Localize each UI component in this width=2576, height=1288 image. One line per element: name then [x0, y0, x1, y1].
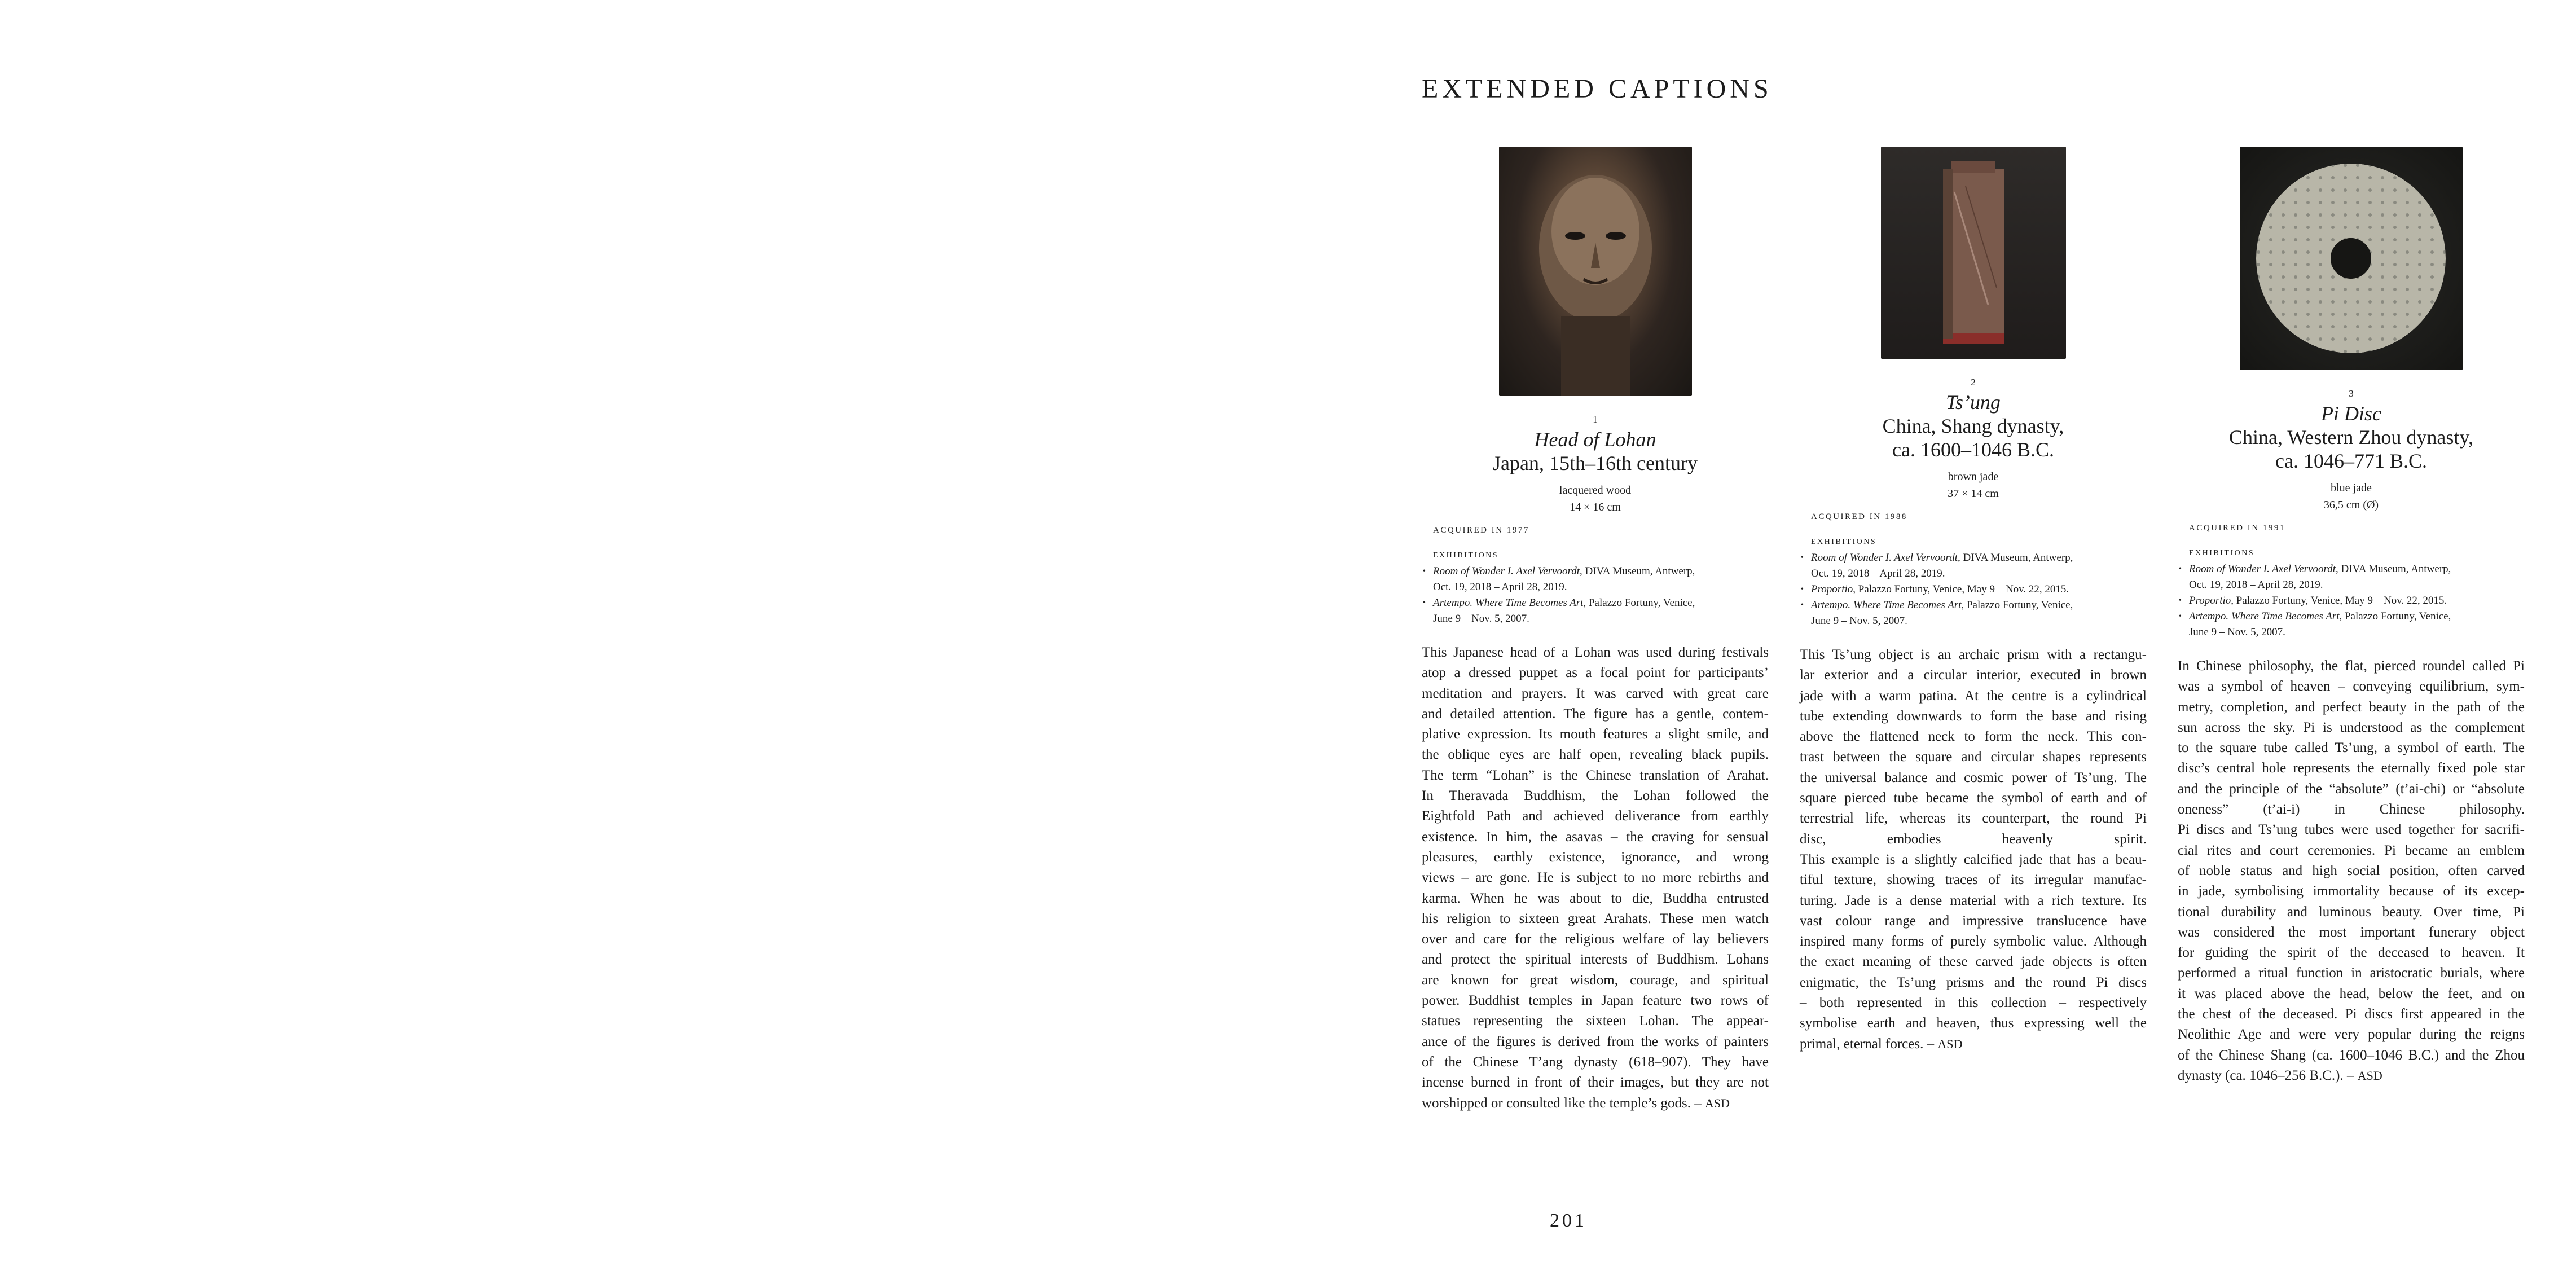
- body-line-text: incense burned in front of their images, but they are not: [1422, 1075, 1769, 1091]
- body-line: [2178, 697, 2525, 718]
- body-line: [1422, 724, 1769, 745]
- origin-line: China, Shang dynasty,: [1882, 415, 2064, 437]
- body-line-text: terrestrial life, whereas its counterpart, the round Pi: [1800, 811, 2147, 827]
- dimensions: 14 × 16 cm: [1570, 501, 1621, 513]
- body-line: [1422, 1011, 1769, 1031]
- body-line: [2178, 1004, 2525, 1025]
- exhibition-item: [1800, 550, 2147, 582]
- body-line: [1422, 970, 1769, 991]
- pi-disc-photo: [2240, 147, 2463, 370]
- body-line: [1800, 1013, 2147, 1034]
- body-line: [1800, 768, 2147, 788]
- body-line-text: trast between the square and circular shapes represents: [1800, 749, 2147, 765]
- body-line-text: to the square tube called Ts’ung, a symbol of earth. The: [2178, 740, 2525, 756]
- body-line: [1422, 704, 1769, 724]
- body-line: [1422, 827, 1769, 847]
- body-line-text: The term “Lohan” is the Chinese translation of Arahat.: [1422, 767, 1769, 783]
- body-line: [1800, 747, 2147, 767]
- page-number: 201: [1550, 1210, 1587, 1231]
- acquired-label: ACQUIRED IN 1991: [2189, 524, 2285, 533]
- body-line-text: existence. In him, the asavas – the craving for sensual: [1422, 829, 1769, 845]
- author-signature: ASD: [2357, 1068, 2382, 1083]
- exhibition-details: , DIVA Museum, Antwerp,: [1579, 565, 1695, 577]
- body-line-text: Eightfold Path and achieved deliverance from earthly: [1422, 808, 1769, 824]
- body-line-text: statues representing the sixteen Lohan. The appear-: [1422, 1013, 1769, 1029]
- body-line-text: over and care for the religious welfare of lay believers: [1422, 931, 1769, 947]
- exhibition-details: , Palazzo Fortuny, Venice,: [1583, 597, 1695, 609]
- origin-line: Japan, 15th–16th century: [1493, 452, 1698, 474]
- body-line-text: the exact meaning of these carved jade objects is often: [1800, 954, 2147, 970]
- exhibition-title: Room of Wonder I. Axel Vervoordt: [1433, 565, 1580, 577]
- body-line-text: vast colour range and impressive translucence have: [1800, 913, 2147, 929]
- body-line: [2178, 922, 2525, 943]
- material: lacquered wood: [1559, 484, 1632, 496]
- section-title: EXTENDED CAPTIONS: [1422, 74, 1773, 104]
- body-line-text: and the principle of the “absolute” (t’ai-chi) or “absolute: [2178, 781, 2525, 797]
- exhibition-item: [1422, 595, 1769, 627]
- caption-body-text: [1422, 643, 1769, 1114]
- exhibition-title: Room of Wonder I. Axel Vervoordt: [1811, 552, 1958, 564]
- body-line: [1422, 1032, 1769, 1052]
- body-line: [1422, 663, 1769, 683]
- body-line-text: primal, eternal forces. –: [1800, 1036, 1935, 1052]
- body-line-text: enigmatic, the Ts’ung prisms and the round Pi discs: [1800, 974, 2147, 990]
- body-line-text: power. Buddhist temples in Japan feature two rows of: [1422, 993, 1769, 1009]
- body-line-text: meditation and prayers. It was carved with great care: [1422, 685, 1769, 701]
- exhibition-item: [2178, 593, 2525, 609]
- caption-number: 1: [1593, 414, 1598, 425]
- body-line: [1422, 684, 1769, 704]
- exhibition-details: , DIVA Museum, Antwerp,: [2335, 563, 2451, 575]
- body-line: [1800, 1034, 2147, 1054]
- body-line: [1422, 889, 1769, 909]
- acquired-label: ACQUIRED IN 1988: [1811, 512, 1907, 521]
- exhibition-item: [1800, 597, 2147, 629]
- body-line: [1422, 806, 1769, 827]
- body-line: [1800, 686, 2147, 706]
- body-line-text: above the flattened neck to form the neck. This con-: [1800, 729, 2147, 745]
- body-line: [2178, 841, 2525, 861]
- body-line-text: karma. When he was about to die, Buddha entrusted: [1422, 890, 1769, 906]
- body-line: [1422, 786, 1769, 806]
- exhibition-details: June 9 – Nov. 5, 2007.: [2189, 626, 2285, 638]
- body-line: [1800, 665, 2147, 685]
- exhibition-details: , Palazzo Fortuny, Venice,: [2339, 610, 2451, 622]
- body-line: [1422, 643, 1769, 663]
- body-line-text: in jade, symbolising immortality because of its excep-: [2178, 883, 2525, 899]
- caption-heading: [2178, 388, 2525, 513]
- body-line: [1800, 870, 2147, 890]
- origin-line: China, Western Zhou dynasty,: [2228, 426, 2474, 449]
- body-line: [1422, 949, 1769, 970]
- exhibitions-heading: EXHIBITIONS: [2189, 549, 2255, 557]
- caption-column-3: [2178, 147, 2525, 1086]
- body-line-text: worshipped or consulted like the temple’s gods. –: [1422, 1095, 1702, 1111]
- acquired-label: ACQUIRED IN 1977: [1433, 526, 1529, 535]
- body-line: [2178, 758, 2525, 779]
- body-line-text: Pi discs and Ts’ung tubes were used together for sacrifi-: [2178, 822, 2525, 838]
- body-line-text: oneness” (t’ai-i) in Chinese philosophy.: [2178, 802, 2525, 817]
- body-line-text: views – are gone. He is subject to no more rebirths and: [1422, 870, 1769, 886]
- body-line-text: pleasures, earthly existence, ignorance, and wrong: [1422, 849, 1769, 865]
- body-line-text: plative expression. Its mouth features a slight smile, and: [1422, 727, 1769, 742]
- body-line-text: symbolise earth and heaven, thus expressing well the: [1800, 1016, 2147, 1031]
- body-line-text: sun across the sky. Pi is understood as the complement: [2178, 719, 2525, 735]
- body-line-text: it was placed above the head, below the feet, and on: [2178, 986, 2525, 1001]
- artwork-title: Head of Lohan: [1534, 428, 1656, 451]
- body-line-text: tional durability and luminous beauty. Over time, Pi: [2178, 904, 2525, 920]
- body-line-text: In Chinese philosophy, the flat, pierced roundel called Pi: [2178, 658, 2525, 674]
- dimensions: 37 × 14 cm: [1948, 487, 1999, 500]
- dimensions: 36,5 cm (Ø): [2323, 499, 2379, 511]
- body-line-text: tube extending downwards to form the base and rising: [1800, 708, 2147, 724]
- author-signature: ASD: [1937, 1036, 1963, 1051]
- exhibition-details: , Palazzo Fortuny, Venice, May 9 – Nov. 22, 2015.: [1853, 583, 2069, 595]
- body-line-text: This example is a slightly calcified jade that has a beau-: [1800, 851, 2147, 867]
- exhibition-item: [2178, 561, 2525, 593]
- body-line: [2178, 656, 2525, 676]
- body-line-text: are known for great wisdom, courage, and spiritual: [1422, 972, 1769, 988]
- body-line-text: This Japanese head of a Lohan was used during festivals: [1422, 645, 1769, 660]
- artwork-title: Ts’ung: [1946, 391, 2001, 414]
- caption-body-text: [1800, 645, 2147, 1054]
- exhibition-item: [1422, 564, 1769, 595]
- caption-number: 2: [1971, 377, 1976, 388]
- material: blue jade: [2331, 482, 2372, 494]
- exhibition-details: Oct. 19, 2018 – April 28, 2019.: [1433, 581, 1567, 593]
- body-line: [1422, 929, 1769, 949]
- exhibitions-list: [2178, 561, 2525, 640]
- date-line: ca. 1600–1046 B.C.: [1892, 438, 2054, 461]
- exhibition-details: , Palazzo Fortuny, Venice,: [1961, 599, 2073, 611]
- body-line: [2178, 779, 2525, 799]
- body-line: [1800, 973, 2147, 993]
- exhibitions-heading: EXHIBITIONS: [1811, 538, 1877, 546]
- body-line-text: ance of the figures is derived from the works of painters: [1422, 1034, 1769, 1049]
- body-line-text: This Ts’ung object is an archaic prism with a rectangu-: [1800, 647, 2147, 662]
- body-line-text: inspired many forms of purely symbolic value. Although: [1800, 934, 2147, 949]
- body-line-text: – both represented in this collection – respectively: [1800, 995, 2147, 1011]
- exhibition-title: Artempo. Where Time Becomes Art: [1433, 597, 1584, 609]
- body-line: [1800, 645, 2147, 665]
- body-line: [1800, 808, 2147, 829]
- caption-heading: [1422, 414, 1769, 516]
- exhibition-details: June 9 – Nov. 5, 2007.: [1811, 615, 1907, 627]
- body-line-text: and detailed attention. The figure has a gentle, contem-: [1422, 706, 1769, 722]
- body-line: [1800, 829, 2147, 850]
- body-line: [1800, 788, 2147, 808]
- body-line: [1422, 1093, 1769, 1114]
- body-line: [2178, 676, 2525, 697]
- body-line: [2178, 984, 2525, 1004]
- body-line-text: and protect the spiritual interests of Buddhism. Lohans: [1422, 952, 1769, 968]
- body-line: [1800, 727, 2147, 747]
- body-line: [2178, 1066, 2525, 1086]
- author-signature: ASD: [1705, 1096, 1730, 1110]
- body-line: [2178, 820, 2525, 840]
- body-line: [1422, 847, 1769, 868]
- body-line: [1800, 706, 2147, 727]
- exhibitions-list: [1800, 550, 2147, 629]
- body-line: [1800, 891, 2147, 911]
- body-line: [2178, 861, 2525, 881]
- exhibition-title: Proportio: [1811, 583, 1853, 595]
- body-line: [2178, 902, 2525, 922]
- body-line-text: of the Chinese T’ang dynasty (618–907). They have: [1422, 1054, 1769, 1070]
- body-line: [2178, 799, 2525, 820]
- body-line-text: square pierced tube became the symbol of earth and of: [1800, 790, 2147, 806]
- body-line-text: of noble status and high social position, often carved: [2178, 863, 2525, 878]
- head-of-lohan-photo: [1499, 147, 1692, 396]
- body-line: [2178, 738, 2525, 758]
- exhibition-title: Artempo. Where Time Becomes Art: [2189, 610, 2340, 622]
- body-line-text: dynasty (ca. 1046–256 B.C.). –: [2178, 1067, 2354, 1083]
- body-line: [1800, 931, 2147, 952]
- body-line-text: jade with a warm patina. At the centre is a cylindrical: [1800, 688, 2147, 704]
- body-line: [2178, 1025, 2525, 1045]
- body-line: [1800, 850, 2147, 870]
- exhibitions-heading: EXHIBITIONS: [1433, 551, 1499, 560]
- body-line: [1422, 1052, 1769, 1072]
- body-line: [1422, 1072, 1769, 1093]
- body-line-text: disc’s central hole represents the eternally fixed pole star: [2178, 761, 2525, 776]
- body-line-text: of the Chinese Shang (ca. 1600–1046 B.C.) and the Zhou: [2178, 1047, 2525, 1063]
- body-line-text: metry, completion, and perfect beauty in the path of the: [2178, 699, 2525, 715]
- body-line-text: was considered the most important funerary object: [2178, 924, 2525, 940]
- body-line-text: atop a dressed puppet as a focal point for participants’: [1422, 665, 1769, 681]
- caption-column-1: [1422, 147, 1769, 1114]
- body-line: [2178, 718, 2525, 738]
- caption-heading: [1800, 377, 2147, 502]
- body-line-text: the chest of the deceased. Pi discs first appeared in the: [2178, 1006, 2525, 1022]
- exhibitions-list: [1422, 564, 1769, 627]
- body-line-text: for guiding the spirit of the deceased to heaven. It: [2178, 945, 2525, 961]
- body-line-text: the universal balance and cosmic power of Ts’ung. The: [1800, 770, 2147, 785]
- material: brown jade: [1948, 471, 1999, 483]
- date-line: ca. 1046–771 B.C.: [2275, 450, 2427, 472]
- artwork-title: Pi Disc: [2321, 402, 2381, 425]
- exhibition-item: [2178, 609, 2525, 640]
- body-line-text: lar exterior and a circular interior, executed in brown: [1800, 667, 2147, 683]
- body-line-text: tiful texture, showing traces of its irregular manufac-: [1800, 872, 2147, 888]
- caption-column-2: [1800, 147, 2147, 1054]
- tsung-illustration: [1881, 147, 2066, 359]
- lohan-head-illustration: [1499, 147, 1692, 396]
- exhibition-details: Oct. 19, 2018 – April 28, 2019.: [1811, 568, 1945, 579]
- body-line-text: the oblique eyes are half open, revealing black pupils.: [1422, 747, 1769, 763]
- body-line: [1800, 993, 2147, 1013]
- body-line-text: cial rites and court ceremonies. Pi became an emblem: [2178, 842, 2525, 858]
- tsung-photo: [1881, 147, 2066, 359]
- exhibition-details: June 9 – Nov. 5, 2007.: [1433, 613, 1529, 625]
- body-line-text: turing. Jade is a dense material with a rich texture. Its: [1800, 893, 2147, 908]
- body-line: [1800, 952, 2147, 972]
- body-line-text: performed a ritual function in aristocratic burials, where: [2178, 965, 2525, 981]
- body-line: [2178, 881, 2525, 902]
- pi-disc-illustration: [2240, 147, 2463, 370]
- body-line: [2178, 963, 2525, 983]
- exhibition-title: Artempo. Where Time Becomes Art: [1811, 599, 1962, 611]
- body-line-text: his religion to sixteen great Arahats. These men watch: [1422, 911, 1769, 926]
- body-line-text: Neolithic Age and were very popular during the reigns: [2178, 1027, 2525, 1043]
- exhibition-details: , Palazzo Fortuny, Venice, May 9 – Nov. 22, 2015.: [2231, 595, 2447, 606]
- caption-number: 3: [2349, 388, 2354, 399]
- exhibition-details: , DIVA Museum, Antwerp,: [1957, 552, 2073, 564]
- body-line: [2178, 943, 2525, 963]
- exhibition-title: Room of Wonder I. Axel Vervoordt: [2189, 563, 2336, 575]
- body-line: [2178, 1045, 2525, 1066]
- body-line: [1800, 911, 2147, 931]
- exhibition-item: [1800, 582, 2147, 597]
- caption-body-text: [2178, 656, 2525, 1086]
- body-line-text: was a symbol of heaven – conveying equilibrium, sym-: [2178, 679, 2525, 694]
- body-line-text: disc, embodies heavenly spirit.: [1800, 831, 2147, 847]
- exhibition-details: Oct. 19, 2018 – April 28, 2019.: [2189, 579, 2323, 591]
- body-line-text: In Theravada Buddhism, the Lohan followed the: [1422, 788, 1769, 804]
- body-line: [1422, 868, 1769, 888]
- body-line: [1422, 745, 1769, 765]
- body-line: [1422, 991, 1769, 1011]
- exhibition-title: Proportio: [2189, 595, 2231, 606]
- body-line: [1422, 909, 1769, 929]
- body-line: [1422, 766, 1769, 786]
